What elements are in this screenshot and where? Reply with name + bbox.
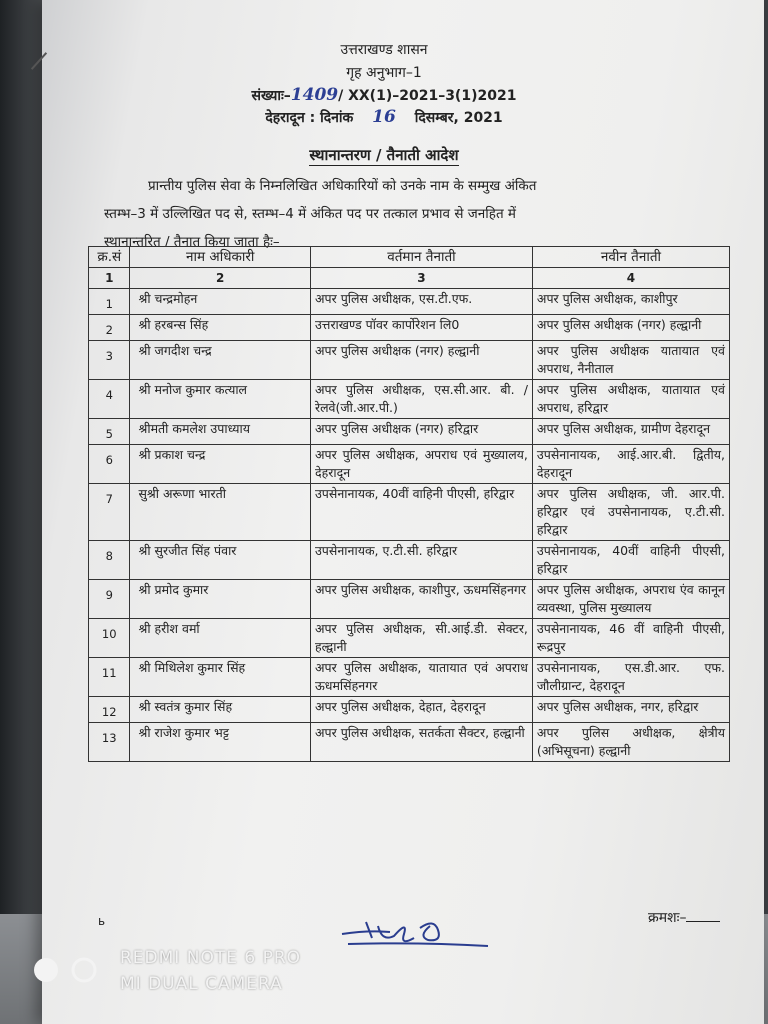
camera-watermark-camera: MI DUAL CAMERA	[120, 974, 283, 994]
cell-sno: 6	[89, 445, 130, 484]
cell-new-posting: अपर पुलिस अधीक्षक, यातायात एवं अपराध, हरिद्वार	[532, 380, 729, 419]
cell-sno: 2	[89, 315, 130, 341]
continued-dash	[686, 921, 720, 922]
cell-sno: 5	[89, 419, 130, 445]
govt-name: उत्तराखण्ड शासन	[340, 42, 428, 58]
col-number: 2	[130, 268, 310, 289]
cell-current-posting: अपर पुलिस अधीक्षक (नगर) हरिद्वार	[310, 419, 532, 445]
order-number-suffix: / XX(1)–2021–3(1)2021	[338, 88, 517, 104]
order-number	[0, 85, 768, 105]
cell-name: श्री प्रकाश चन्द्र	[130, 445, 310, 484]
cell-new-posting: अपर पुलिस अधीक्षक, नगर, हरिद्वार	[532, 697, 729, 723]
cell-current-posting: अपर पुलिस अधीक्षक (नगर) हल्द्वानी	[310, 341, 532, 380]
intro-line: प्रान्तीय पुलिस सेवा के निम्नलिखित अधिकारियों को उनके नाम के सम्मुख अंकित	[148, 178, 537, 194]
cell-name: श्री मिथिलेश कुमार सिंह	[130, 658, 310, 697]
cell-current-posting: अपर पुलिस अधीक्षक, अपराध एवं मुख्यालय, देहरादून	[310, 445, 532, 484]
intro-line: स्तम्भ–3 में उल्लिखित पद से, स्तम्भ–4 में अंकित पद पर तत्काल प्रभाव से जनहित में	[104, 206, 516, 222]
order-number-prefix: संख्याः–	[251, 88, 291, 104]
cell-current-posting: अपर पुलिस अधीक्षक, यातायात एवं अपराध ऊधमसिंहनगर	[310, 658, 532, 697]
cell-new-posting: अपर पुलिस अधीक्षक (नगर) हल्द्वानी	[532, 315, 729, 341]
cell-new-posting: अपर पुलिस अधीक्षक, जी. आर.पी. हरिद्वार एवं उपसेनानायक, ए.टी.सी. हरिद्वार	[532, 484, 729, 541]
col-header-name: नाम अधिकारी	[130, 247, 310, 268]
cell-name: श्री हरीश वर्मा	[130, 619, 310, 658]
cell-new-posting: उपसेनानायक, 46 वीं वाहिनी पीएसी, रूद्रपुर	[532, 619, 729, 658]
cell-name: श्री स्वतंत्र कुमार सिंह	[130, 697, 310, 723]
continued-text: क्रमशः–	[648, 910, 687, 926]
cell-current-posting: अपर पुलिस अधीक्षक, सतर्कता सैक्टर, हल्द्वानी	[310, 723, 532, 762]
cell-new-posting: अपर पुलिस अधीक्षक यातायात एवं अपराध, नैनीताल	[532, 341, 729, 380]
cell-new-posting: अपर पुलिस अधीक्षक, काशीपुर	[532, 289, 729, 315]
order-title	[0, 145, 768, 165]
cell-sno: 7	[89, 484, 130, 541]
cell-sno: 10	[89, 619, 130, 658]
cell-new-posting: उपसेनानायक, 40वीं वाहिनी पीएसी, हरिद्वार	[532, 541, 729, 580]
col-number: 1	[89, 268, 130, 289]
order-number-handwritten: 1409	[290, 85, 339, 105]
cell-sno: 8	[89, 541, 130, 580]
table-row	[89, 658, 730, 697]
transfer-table	[88, 246, 730, 762]
cell-current-posting: उपसेनानायक, ए.टी.सी. हरिद्वार	[310, 541, 532, 580]
order-title-text: स्थानान्तरण / तैनाती आदेश	[309, 146, 459, 164]
cell-current-posting: उपसेनानायक, 40वीं वाहिनी पीएसी, हरिद्वार	[310, 484, 532, 541]
table-row	[89, 289, 730, 315]
camera-logo-icon	[32, 956, 104, 984]
cell-new-posting: अपर पुलिस अधीक्षक, क्षेत्रीय (अभिसूचना) हल्द्वानी	[532, 723, 729, 762]
table-row	[89, 484, 730, 541]
cell-new-posting: अपर पुलिस अधीक्षक, अपराध एंव कानून व्यवस्था, पुलिस मुख्यालय	[532, 580, 729, 619]
table-row	[89, 419, 730, 445]
cell-current-posting: अपर पुलिस अधीक्षक, काशीपुर, ऊधमसिंहनगर	[310, 580, 532, 619]
cell-current-posting: अपर पुलिस अधीक्षक, एस.टी.एफ.	[310, 289, 532, 315]
cell-name: श्री प्रमोद कुमार	[130, 580, 310, 619]
table-row	[89, 341, 730, 380]
cell-name: श्री हरबन्स सिंह	[130, 315, 310, 341]
cell-new-posting: उपसेनानायक, एस.डी.आर. एफ. जौलीग्रान्ट, देहरादून	[532, 658, 729, 697]
col-number: 3	[310, 268, 532, 289]
cell-current-posting: अपर पुलिस अधीक्षक, एस.सी.आर. बी. / रेलवे(जी.आर.पी.)	[310, 380, 532, 419]
cell-sno: 13	[89, 723, 130, 762]
table-row	[89, 619, 730, 658]
cell-name: श्री जगदीश चन्द्र	[130, 341, 310, 380]
cell-sno: 11	[89, 658, 130, 697]
col-header-sno: क्र.सं	[89, 247, 130, 268]
cell-name: श्री चन्द्रमोहन	[130, 289, 310, 315]
order-date-handwritten: 16	[372, 107, 396, 127]
cell-name: श्री मनोज कुमार कत्याल	[130, 380, 310, 419]
cell-name: श्री राजेश कुमार भट्ट	[130, 723, 310, 762]
signature	[338, 912, 498, 950]
table-row	[89, 315, 730, 341]
col-number: 4	[532, 268, 729, 289]
cell-current-posting: अपर पुलिस अधीक्षक, देहात, देहरादून	[310, 697, 532, 723]
cell-name: सुश्री अरूणा भारती	[130, 484, 310, 541]
cell-current-posting: अपर पुलिस अधीक्षक, सी.आई.डी. सेक्टर, हल्द्वानी	[310, 619, 532, 658]
cell-sno: 3	[89, 341, 130, 380]
order-date-suffix: दिसम्बर, 2021	[414, 110, 503, 126]
order-intro	[104, 172, 724, 256]
cell-sno: 4	[89, 380, 130, 419]
col-header-current: वर्तमान तैनाती	[310, 247, 532, 268]
table-row	[89, 580, 730, 619]
order-date	[0, 107, 768, 127]
table-row	[89, 541, 730, 580]
col-header-new: नवीन तैनाती	[532, 247, 729, 268]
cell-new-posting: अपर पुलिस अधीक्षक, ग्रामीण देहरादून	[532, 419, 729, 445]
table-row	[89, 697, 730, 723]
camera-watermark-model: REDMI NOTE 6 PRO	[120, 948, 302, 968]
table-row	[89, 445, 730, 484]
table-row	[89, 380, 730, 419]
cell-name: श्री सुरजीत सिंह पंवार	[130, 541, 310, 580]
cell-sno: 9	[89, 580, 130, 619]
intro-line: स्थानान्तरित / तैनात किया जाता हैः–	[104, 234, 280, 250]
department-name: गृह अनुभाग–1	[346, 65, 422, 81]
cell-current-posting: उत्तराखण्ड पॉवर कार्पोरेशन लि0	[310, 315, 532, 341]
cell-sno: 1	[89, 289, 130, 315]
cell-new-posting: उपसेनानायक, आई.आर.बी. द्वितीय, देहरादून	[532, 445, 729, 484]
continued-note	[648, 908, 720, 927]
cell-name: श्रीमती कमलेश उपाध्याय	[130, 419, 310, 445]
margin-mark: ь	[98, 914, 106, 928]
table-row	[89, 723, 730, 762]
cell-sno: 12	[89, 697, 130, 723]
order-date-prefix: देहरादून : दिनांक	[265, 110, 354, 126]
